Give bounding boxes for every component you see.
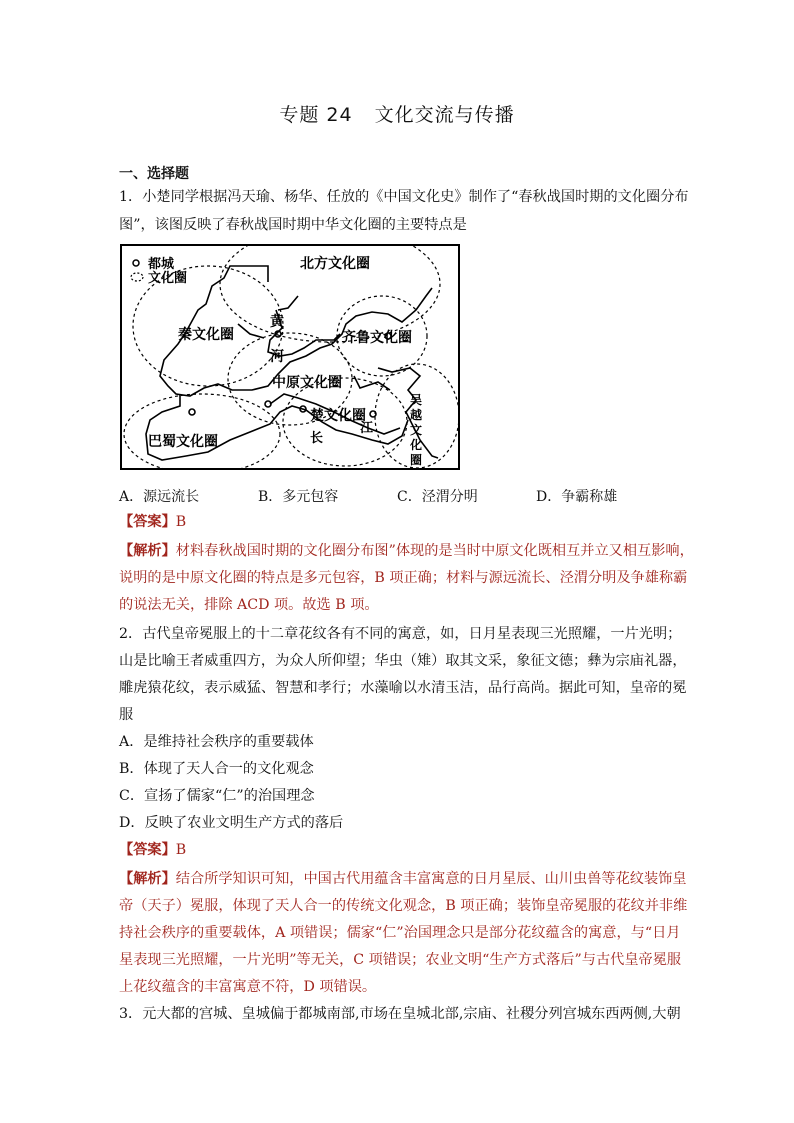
q3-stem-line-1: 3．元大都的宫城、皇城偏于都城南部,市场在皇城北部,宗庙、社稷分列宫城东西两侧,大朝 — [119, 1006, 681, 1022]
page-title: 专题 24 文化交流与传播 — [279, 104, 515, 126]
q2-stem-line-3: 雕虎猿花纹，表示威猛、智慧和孝行；水藻喻以水清玉洁，品行高尚。据此可知，皇帝的冕 — [119, 680, 687, 696]
q2-option-c[interactable]: C．宣扬了儒家“仁”的治国理念 — [119, 788, 315, 804]
q1-analysis-line-1: 【解析】材料春秋战国时期的文化圈分布图”体现的是当时中原文化既相互并立又相互影响， — [119, 543, 694, 559]
label-wuyue-1: 吴 — [410, 393, 423, 407]
label-wuyue-4: 化 — [410, 438, 423, 452]
legend-city-label: 都城 — [148, 257, 175, 272]
legend-circle-label: 文化圈 — [148, 271, 188, 286]
q2-option-b[interactable]: B．体现了天人合一的文化观念 — [119, 761, 314, 777]
q1-option-b[interactable]: B．多元包容 — [258, 489, 339, 505]
q1-analysis-line-3: 的说法无关，排除 ACD 项。故选 B 项。 — [119, 597, 379, 613]
q1-option-c[interactable]: C．泾渭分明 — [397, 489, 478, 505]
section-heading: 一、选择题 — [119, 166, 189, 182]
q2-analysis-line-4: 星表现三光照耀，一片光明”等无关，C 项错误；农业文明“生产方式落后”与古代皇帝冕服 — [119, 952, 682, 968]
q1-stem-line-2: 图”，该图反映了春秋战国时期中华文化圈的主要特点是 — [119, 217, 467, 233]
q2-analysis-line-2: 帝（天子）冕服，体现了天人合一的传统文化观念，B 项正确；装饰皇帝冕服的花纹并非维 — [119, 898, 688, 914]
label-wuyue-3: 文 — [410, 423, 423, 437]
label-wuyue-5: 圈 — [410, 453, 423, 467]
q2-option-a[interactable]: A．是维持社会秩序的重要载体 — [119, 734, 314, 750]
q2-option-d[interactable]: D．反映了农业文明生产方式的落后 — [119, 815, 344, 831]
label-he: 河 — [270, 349, 284, 365]
label-huang-river: 黄 — [270, 314, 284, 330]
q1-option-a[interactable]: A．源远流长 — [119, 489, 200, 505]
culture-circle-map — [120, 244, 460, 470]
q2-stem-line-4: 服 — [119, 707, 134, 723]
q2-analysis-line-5: 上花纹蕴含的丰富寓意不符，D 项错误。 — [119, 979, 377, 995]
q2-answer: 【答案】B — [119, 842, 187, 858]
q1-option-d[interactable]: D．争霸称雄 — [536, 489, 618, 505]
label-chu: 楚文化圈 — [310, 408, 366, 424]
q1-analysis-line-2: 说明的是中原文化圈的特点是多元包容，B 项正确；材料与源远流长、泾渭分明及争雄称霸 — [119, 570, 688, 586]
label-qilu: 齐鲁文化圈 — [342, 330, 412, 346]
label-jiang: 江 — [360, 421, 374, 436]
label-qin: 秦文化圈 — [178, 327, 234, 343]
label-wuyue-2: 越 — [410, 408, 423, 422]
label-north: 北方文化圈 — [300, 256, 370, 272]
q2-analysis-line-1: 【解析】结合所学知识可知，中国古代用蕴含丰富寓意的日月星辰、山川虫兽等花纹装饰皇 — [119, 871, 687, 887]
q1-stem-line-1: 1．小楚同学根据冯天瑜、杨华、任放的《中国文化史》制作了“春秋战国时期的文化圈分布 — [119, 189, 689, 205]
q1-answer: 【答案】B — [119, 514, 187, 530]
q2-stem-line-1: 2．古代皇帝冕服上的十二章花纹各有不同的寓意，如，日月星表现三光照耀，一片光明； — [119, 626, 682, 642]
q2-analysis-line-3: 持社会秩序的重要载体，A 项错误；儒家“仁”治国理念只是部分花纹蕴含的寓意，与“日月 — [119, 925, 681, 941]
q2-stem-line-2: 山是比喻王者威重四方，为众人所仰望；华虫（雉）取其文采，象征文德；彝为宗庙礼器， — [119, 653, 687, 669]
label-bashu: 巴蜀文化圈 — [148, 434, 218, 450]
label-zhongyuan: 中原文化圈 — [272, 375, 342, 391]
label-chang-river: 长 — [310, 431, 324, 446]
